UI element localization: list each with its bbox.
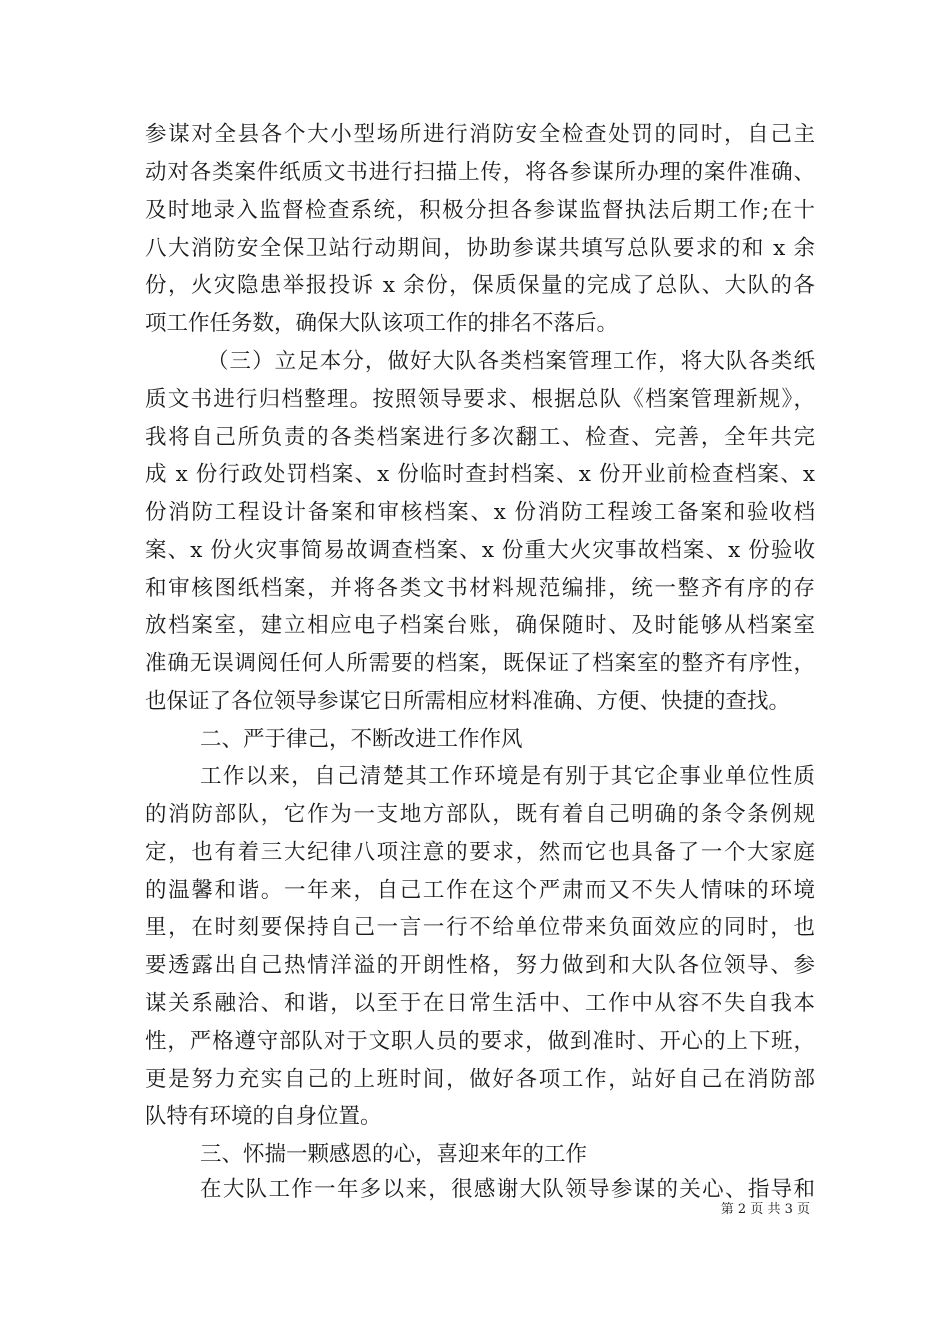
paragraph-line: 动对各类案件纸质文书进行扫描上传，将各参谋所办理的案件准确、 [145, 160, 815, 185]
paragraph-line: 也保证了各位领导参谋它日所需相应材料准确、方便、快捷的查找。 [145, 689, 791, 714]
paragraph-line: 份消防工程设计备案和审核档案、x 份消防工程竣工备案和验收档 [145, 500, 815, 525]
paragraph-line: 及时地录入监督检查系统，积极分担各参谋监督执法后期工作;在十 [145, 198, 815, 223]
paragraph-line: 项工作任务数，确保大队该项工作的排名不落后。 [145, 311, 619, 336]
paragraph-line: 里，在时刻要保持自己一言一行不给单位带来负面效应的同时，也 [145, 915, 815, 940]
paragraph-line: 案、x 份火灾事简易故调查档案、x 份重大火灾事故档案、x 份验收 [145, 538, 815, 563]
paragraph-line: 放档案室，建立相应电子档案台账，确保随时、及时能够从档案室 [145, 613, 815, 638]
page-number: 第 2 页 共 3 页 [720, 1202, 810, 1217]
paragraph-line: 质文书进行归档整理。按照领导要求、根据总队《档案管理新规》， [145, 387, 815, 412]
paragraph-line: 份，火灾隐患举报投诉 x 余份，保质保量的完成了总队、大队的各 [145, 273, 815, 298]
paragraph-line: 的消防部队，它作为一支地方部队，既有着自己明确的条令条例规 [145, 802, 815, 827]
paragraph-line: （三）立足本分，做好大队各类档案管理工作，将大队各类纸 [207, 349, 815, 374]
paragraph-line: 八大消防安全保卫站行动期间，协助参谋共填写总队要求的和 x 余 [145, 236, 815, 261]
paragraph-line: 成 x 份行政处罚档案、x 份临时查封档案、x 份开业前检查档案、x [145, 462, 815, 487]
section-heading: 二、严于律己，不断改进工作作风 [200, 727, 523, 752]
section-heading: 三、怀揣一颗感恩的心，喜迎来年的工作 [200, 1142, 588, 1167]
paragraph-line: 更是努力充实自己的上班时间，做好各项工作，站好自己在消防部 [145, 1067, 815, 1092]
paragraph-line: 要透露出自己热情洋溢的开朗性格，努力做到和大队各位领导、参 [145, 953, 815, 978]
paragraph-line: 我将自己所负责的各类档案进行多次翻工、检查、完善，全年共完 [145, 425, 815, 450]
paragraph-line: 性，严格遵守部队对于文职人员的要求，做到准时、开心的上下班， [145, 1029, 815, 1054]
paragraph-line: 定，也有着三大纪律八项注意的要求，然而它也具备了一个大家庭 [145, 840, 815, 865]
paragraph-line: 在大队工作一年多以来，很感谢大队领导参谋的关心、指导和 [200, 1177, 815, 1202]
paragraph-line: 队特有环境的自身位置。 [145, 1104, 382, 1129]
paragraph-line: 谋关系融洽、和谐，以至于在日常生活中、工作中从容不失自我本 [145, 991, 815, 1016]
paragraph-line: 工作以来，自己清楚其工作环境是有别于其它企事业单位性质 [200, 764, 815, 789]
paragraph-line: 参谋对全县各个大小型场所进行消防安全检查处罚的同时，自己主 [145, 122, 815, 147]
paragraph-line: 准确无误调阅任何人所需要的档案，既保证了档案室的整齐有序性， [145, 651, 815, 676]
paragraph-line: 和审核图纸档案，并将各类文书材料规范编排，统一整齐有序的存 [145, 576, 815, 601]
paragraph-line: 的温馨和谐。一年来，自己工作在这个严肃而又不失人情味的环境 [145, 878, 815, 903]
